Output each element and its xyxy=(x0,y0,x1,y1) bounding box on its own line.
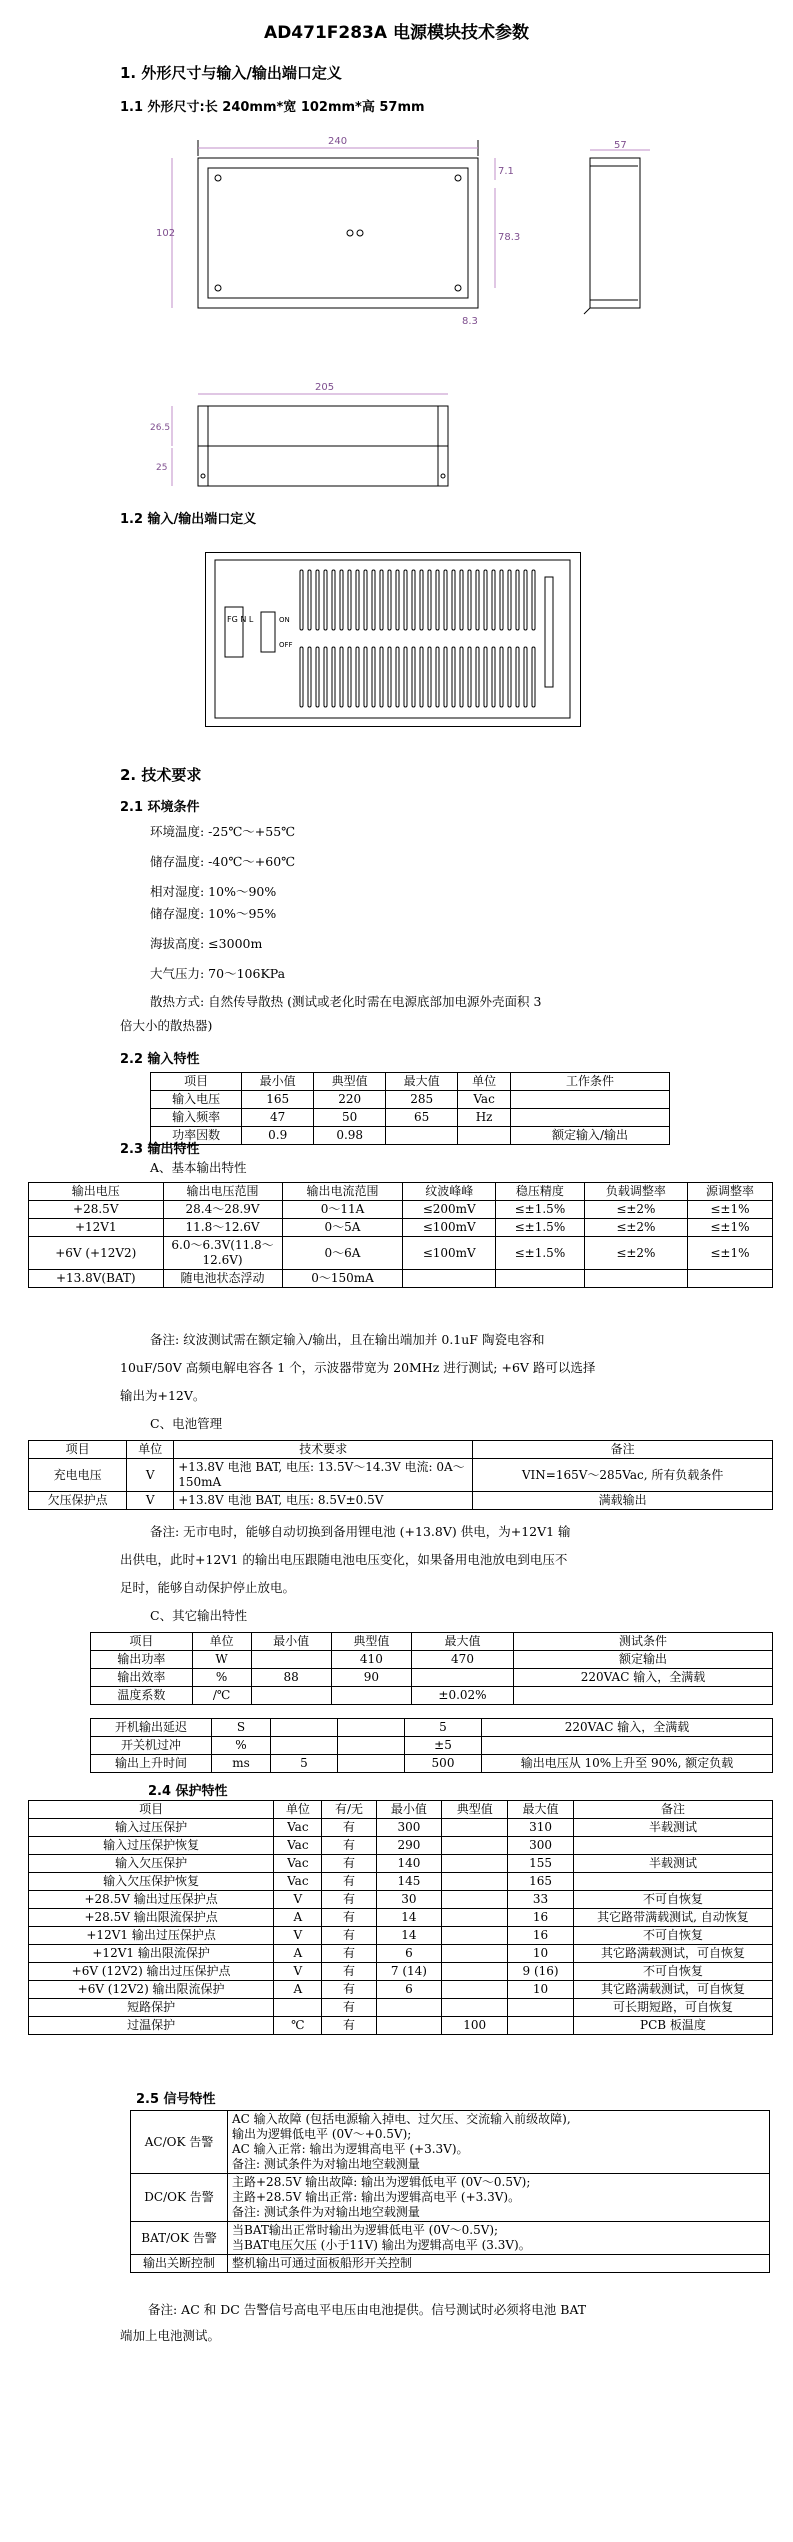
table-row: 输出功率 W 410 470 额定输出 xyxy=(91,1651,773,1669)
input-table: 项目 最小值 典型值 最大值 单位 工作条件 输入电压 165 220 285 Vac 输入频率 47 50 65 Hz 功率因数 0.9 0.98 额定输入/输出 xyxy=(150,1072,670,1145)
table-row: 欠压保护点 V +13.8V 电池 BAT, 电压: 8.5V±0.5V 满载输出 xyxy=(29,1492,773,1510)
table-row: 输入欠压保护恢复 Vac 有 145 165 xyxy=(29,1873,773,1891)
table-row: 输出关断控制 整机输出可通过面板船形开关控制 xyxy=(131,2255,770,2273)
top-view-drawing xyxy=(150,118,570,348)
section-1-2-heading: 1.2 输入/输出端口定义 xyxy=(120,512,257,527)
env-line: 环境温度: -25℃～+55℃ xyxy=(150,824,296,839)
bottom-view-drawing xyxy=(150,376,570,506)
table-row: 输入电压 165 220 285 Vac xyxy=(151,1091,670,1109)
table-row: +12V1 输出限流保护 A 有 6 10 其它路满载测试，可自恢复 xyxy=(29,1945,773,1963)
vent-slot xyxy=(468,647,471,707)
battery-table: 项目 单位 技术要求 备注 充电电压 V +13.8V 电池 BAT, 电压: 13.5V～14.3V 电流: 0A～150mA VIN=165V～285Vac, 所有负载条件 欠压保护点 V +13.8V 电池 BAT, 电压: 8.5V±0.5V 满载输出 xyxy=(28,1440,773,1510)
vent-slot xyxy=(516,647,519,707)
env-line: 储存湿度: 10%～95% xyxy=(150,906,277,921)
table-row: 温度系数 /℃ ±0.02% xyxy=(91,1687,773,1705)
sub-other-heading: C、其它输出特性 xyxy=(150,1608,248,1623)
vent-slot xyxy=(428,647,431,707)
vent-slot xyxy=(332,647,335,707)
dim-length: 240 xyxy=(328,136,348,147)
vent-slot xyxy=(388,570,391,630)
section-1-1-heading: 1.1 外形尺寸:长 240mm*宽 102mm*高 57mm xyxy=(120,100,425,115)
vent-slot xyxy=(340,647,343,707)
vent-slot xyxy=(492,570,495,630)
table-row: 过温保护 ℃ 有 100 PCB 板温度 xyxy=(29,2017,773,2035)
table-row: +13.8V(BAT) 随电池状态浮动 0～150mA xyxy=(29,1270,773,1288)
vent-slot xyxy=(508,647,511,707)
section-2-3-heading: 2.3 输出特性 xyxy=(120,1142,200,1157)
dim-d2: 7.1 xyxy=(498,166,514,177)
vent-slot xyxy=(372,647,375,707)
vent-slot xyxy=(380,647,383,707)
vent-slot xyxy=(532,647,535,707)
dim-bh2: 25 xyxy=(156,463,168,473)
dim-width: 57 xyxy=(614,140,627,151)
document-title: AD471F283A 电源模块技术参数 xyxy=(264,23,529,43)
vent-slot xyxy=(356,570,359,630)
table-row: 短路保护 有 可长期短路，可自恢复 xyxy=(29,1999,773,2017)
output-note: 输出为+12V。 xyxy=(120,1388,206,1403)
table-row: 开机输出延迟 S 5 220VAC 输入，全满载 xyxy=(91,1719,773,1737)
dim-height: 102 xyxy=(156,228,176,239)
panel-terminal-label: FG N L xyxy=(227,615,254,624)
section-1-heading: 1. 外形尺寸与输入/输出端口定义 xyxy=(120,64,342,82)
vent-slot xyxy=(452,647,455,707)
table-row: +6V (12V2) 输出限流保护 A 有 6 10 其它路满载测试，可自恢复 xyxy=(29,1981,773,1999)
table-row: +28.5V 输出限流保护点 A 有 14 16 其它路带满载测试, 自动恢复 xyxy=(29,1909,773,1927)
table-row: 输入过压保护 Vac 有 300 310 半载测试 xyxy=(29,1819,773,1837)
table-row: +28.5V 28.4～28.9V 0～11A ≤200mV ≤±1.5% ≤±2% ≤±1% xyxy=(29,1201,773,1219)
vent-slot xyxy=(420,647,423,707)
vent-slot xyxy=(364,647,367,707)
vent-slot xyxy=(340,570,343,630)
table-row: 开关机过冲 % ±5 xyxy=(91,1737,773,1755)
table-row: +28.5V 输出过压保护点 V 有 30 33 不可自恢复 xyxy=(29,1891,773,1909)
vent-slot xyxy=(460,647,463,707)
vent-slot xyxy=(300,570,303,630)
side-view-drawing xyxy=(580,140,690,340)
env-line: 大气压力: 70～106KPa xyxy=(150,966,286,981)
front-panel-drawing xyxy=(205,552,585,732)
vent-slot xyxy=(308,647,311,707)
vent-slot xyxy=(372,570,375,630)
vent-slot xyxy=(316,647,319,707)
vent-slot xyxy=(324,647,327,707)
vent-slot xyxy=(532,570,535,630)
table-row: AC/OK 告警 AC 输入故障 (包括电源输入掉电、过欠压、交流输入前级故障), 输出为逻辑低电平 (0V～+0.5V); AC 输入正常: 输出为逻辑高电平 (+3.3V)。 备注: 测试条件为对输出地空载测量 xyxy=(131,2111,770,2174)
table-row: BAT/OK 告警 当BAT输出正常时输出为逻辑低电平 (0V～0.5V); 当BAT电压欠压 (小于11V) 输出为逻辑高电平 (3.3V)。 xyxy=(131,2222,770,2255)
signal-table xyxy=(130,2110,770,2273)
table-row: 输出上升时间 ms 5 500 输出电压从 10%上升至 90%, 额定负载 xyxy=(91,1755,773,1773)
vent-slot xyxy=(348,647,351,707)
vent-slot xyxy=(388,647,391,707)
vent-slot xyxy=(516,570,519,630)
vent-slot xyxy=(524,570,527,630)
vent-slot xyxy=(500,570,503,630)
vent-slot xyxy=(348,570,351,630)
table-row: 充电电压 V +13.8V 电池 BAT, 电压: 13.5V～14.3V 电流: 0A～150mA VIN=165V～285Vac, 所有负载条件 xyxy=(29,1459,773,1492)
dim-d1: 78.3 xyxy=(498,232,521,243)
other-output-table-2 xyxy=(90,1718,773,1773)
vent-slot xyxy=(452,570,455,630)
panel-off-label: OFF xyxy=(279,641,293,649)
vent-slot xyxy=(316,570,319,630)
dim-bh1: 26.5 xyxy=(150,423,171,433)
vent-slot xyxy=(476,647,479,707)
table-row: +6V (12V2) 输出过压保护点 V 有 7 (14) 9 (16) 不可自恢复 xyxy=(29,1963,773,1981)
sub-c-heading: C、电池管理 xyxy=(150,1416,223,1431)
battery-note: 备注: 无市电时，能够自动切换到备用锂电池 (+13.8V) 供电，为+12V1 输 xyxy=(150,1524,571,1539)
section-2-4-heading: 2.4 保护特性 xyxy=(148,1784,228,1799)
vent-slot xyxy=(420,570,423,630)
output-note: 备注: 纹波测试需在额定输入/输出，且在输出端加并 0.1uF 陶瓷电容和 xyxy=(150,1332,545,1347)
table-row: 输入过压保护恢复 Vac 有 290 300 xyxy=(29,1837,773,1855)
vent-slot xyxy=(324,570,327,630)
vent-slot xyxy=(300,647,303,707)
vent-slot xyxy=(460,570,463,630)
table-row: 输入欠压保护 Vac 有 140 155 半载测试 xyxy=(29,1855,773,1873)
table-row: +12V1 11.8～12.6V 0～5A ≤100mV ≤±1.5% ≤±2% ≤±1% xyxy=(29,1219,773,1237)
vent-slot xyxy=(356,647,359,707)
vent-slot xyxy=(500,647,503,707)
panel-on-label: ON xyxy=(279,616,290,624)
output-table: 输出电压 输出电压范围 输出电流范围 纹波峰峰 稳压精度 负载调整率 源调整率 +28.5V 28.4～28.9V 0～11A ≤200mV ≤±1.5% ≤±2% ≤±1% +12V1 11.8～12.6V 0～5A ≤100mV ≤±1.5% ≤±2% ≤±1% +6V (+12V2) 6.0～6.3V(11.8～12.6V) 0～6A ≤100mV ≤±1.5% ≤±2% ≤±1% +13.8V(BAT) 随电池状态浮动 0～150mA xyxy=(28,1182,773,1288)
vent-slot xyxy=(444,570,447,630)
vent-slot xyxy=(428,570,431,630)
vent-slot xyxy=(476,570,479,630)
vent-slot xyxy=(308,570,311,630)
signal-note: 端加上电池测试。 xyxy=(120,2328,221,2343)
table-row: 输入频率 47 50 65 Hz xyxy=(151,1109,670,1127)
output-note: 10uF/50V 高频电解电容各 1 个，示波器带宽为 20MHz 进行测试; +6V 路可以选择 xyxy=(120,1360,596,1375)
battery-note: 出供电，此时+12V1 的输出电压跟随电池电压变化，如果备用电池放电到电压不 xyxy=(120,1552,568,1567)
table-row: +6V (+12V2) 6.0～6.3V(11.8～12.6V) 0～6A ≤100mV ≤±1.5% ≤±2% ≤±1% xyxy=(29,1237,773,1270)
section-2-5-heading: 2.5 信号特性 xyxy=(136,2092,216,2107)
dim-bottom-length: 205 xyxy=(315,382,335,393)
other-output-table: 项目 单位 最小值 典型值 最大值 测试条件 输出功率 W 410 470 额定输出 输出效率 % 88 90 220VAC 输入，全满载 温度系数 /℃ ±0.02% xyxy=(90,1632,773,1705)
signal-note: 备注: AC 和 DC 告警信号高电平电压由电池提供。信号测试时必须将电池 BAT xyxy=(148,2302,587,2317)
env-line: 倍大小的散热器) xyxy=(120,1018,213,1033)
vent-slot xyxy=(484,570,487,630)
vent-slot xyxy=(468,570,471,630)
vent-slot xyxy=(412,570,415,630)
table-row: +12V1 输出过压保护点 V 有 14 16 不可自恢复 xyxy=(29,1927,773,1945)
vent-slot xyxy=(484,647,487,707)
vent-slot xyxy=(364,570,367,630)
vent-slot xyxy=(444,647,447,707)
table-row: DC/OK 告警 主路+28.5V 输出故障: 输出为逻辑低电平 (0V～0.5V); 主路+28.5V 输出正常: 输出为逻辑高电平 (+3.3V)。 备注: 测试条件为对输出地空载测量 xyxy=(131,2174,770,2222)
env-line: 海拔高度: ≤3000m xyxy=(150,936,263,951)
vent-slot xyxy=(404,570,407,630)
dim-d3: 8.3 xyxy=(462,316,478,327)
vent-slot xyxy=(332,570,335,630)
section-2-heading: 2. 技术要求 xyxy=(120,766,202,784)
vent-slot xyxy=(436,647,439,707)
section-2-1-heading: 2.1 环境条件 xyxy=(120,800,200,815)
vent-slot xyxy=(396,647,399,707)
protection-table: 项目 单位 有/无 最小值 典型值 最大值 备注 输入过压保护 Vac 有 300 310 半载测试 输入过压保护恢复 Vac 有 290 300 输入欠压保护 Vac 有 140 155 半载测试 输入欠压保护恢复 Vac 有 145 165 +28.5V 输出过压保护点 V 有 30 33 不可自恢复 +28.5V 输出限流保护点 A 有 14 16 其它路带满载测试, 自动恢复 +12V1 输出过压保护点 V 有 14 16 不可自恢复 +12V1 输出限流保护 A 有 6 10 其它路满载测试，可自恢复 +6V (12V2) 输出过压保护点 V 有 7 (14) 9 (16) 不可自恢复 +6V (12V2) 输出限流保护 A 有 6 10 其它路满载测试，可自恢复 短路保护 有 可长期短路，可自恢复 过温保护 ℃ 有 100 PCB 板温度 xyxy=(28,1800,773,2035)
vent-slot xyxy=(524,647,527,707)
section-2-2-heading: 2.2 输入特性 xyxy=(120,1052,200,1067)
vent-slot xyxy=(380,570,383,630)
env-line: 储存温度: -40℃～+60℃ xyxy=(150,854,296,869)
env-line: 相对湿度: 10%～90% xyxy=(150,884,277,899)
table-row: 功率因数 0.9 0.98 额定输入/输出 xyxy=(151,1127,670,1145)
sub-a-heading: A、基本输出特性 xyxy=(150,1160,247,1175)
battery-note: 足时，能够自动保护停止放电。 xyxy=(120,1580,296,1595)
env-line: 散热方式: 自然传导散热 (测试或老化时需在电源底部加电源外壳面积 3 xyxy=(150,994,542,1009)
vent-slot xyxy=(492,647,495,707)
vent-slot xyxy=(404,647,407,707)
table-row: 输出效率 % 88 90 220VAC 输入，全满载 xyxy=(91,1669,773,1687)
vent-slot xyxy=(396,570,399,630)
vent-slot xyxy=(508,570,511,630)
vent-slot xyxy=(412,647,415,707)
vent-slot xyxy=(436,570,439,630)
